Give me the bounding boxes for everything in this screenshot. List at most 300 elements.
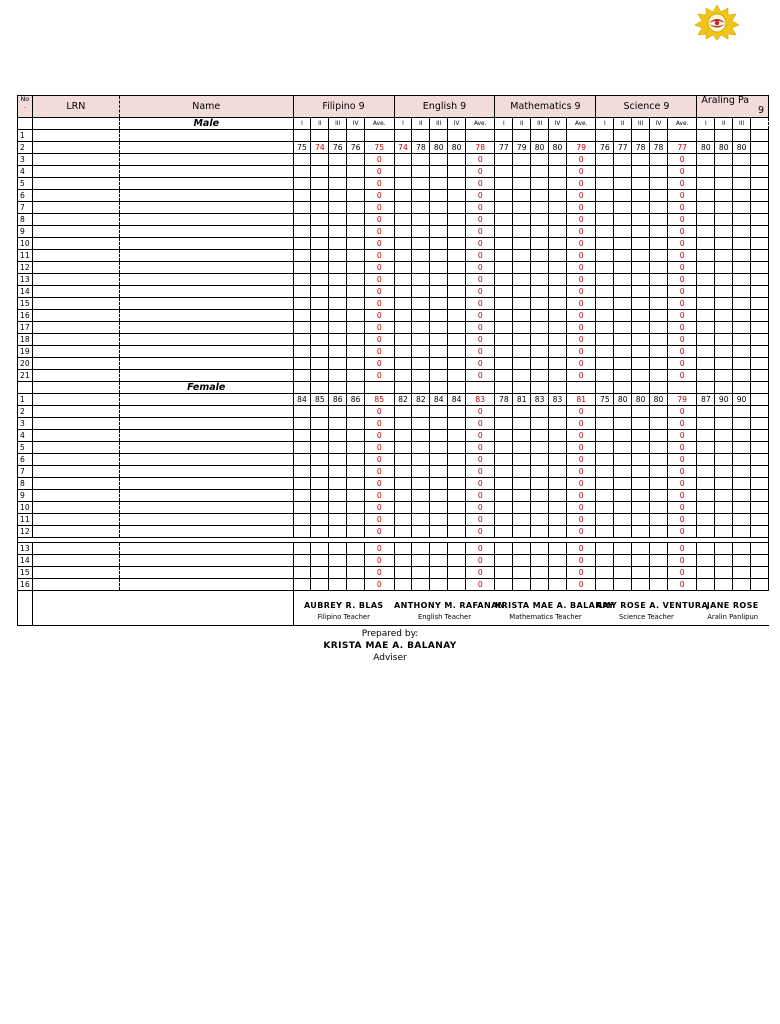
average-cell: 0: [365, 346, 395, 358]
grade-cell: [531, 430, 549, 442]
average-cell: 0: [667, 579, 696, 591]
grade-cell: [347, 178, 365, 190]
grade-cell: [347, 322, 365, 334]
table-row: [18, 346, 769, 358]
average-cell: 0: [365, 454, 395, 466]
grade-cell: [549, 454, 567, 466]
grade-cell: [596, 358, 614, 370]
row-number: 3: [18, 418, 33, 430]
average-cell: 0: [466, 166, 495, 178]
grade-cell: [650, 567, 668, 579]
grade-cell: [347, 514, 365, 526]
grade-cell: [495, 202, 513, 214]
table-row: [18, 226, 769, 238]
lrn-cell: [32, 130, 119, 142]
grade-cell: [715, 214, 733, 226]
average-cell: 0: [667, 358, 696, 370]
lrn-cell: [32, 514, 119, 526]
lrn-cell: [32, 502, 119, 514]
grade-cell: [632, 478, 650, 490]
grade-cell: [329, 334, 347, 346]
grade-cell: 85: [311, 394, 329, 406]
grade-cell: [632, 358, 650, 370]
grade-cell: [495, 370, 513, 382]
grade-cell: [531, 214, 549, 226]
average-cell: 0: [365, 514, 395, 526]
grade-cell: [697, 214, 715, 226]
prepared-by-label: Prepared by:: [361, 629, 419, 639]
grade-cell: [697, 358, 715, 370]
cell: [751, 322, 769, 334]
grade-cell: [412, 202, 430, 214]
grade-cell: [549, 130, 567, 142]
subject-header: [495, 96, 596, 118]
average-cell: 0: [365, 178, 395, 190]
grade-cell: [311, 370, 329, 382]
average-cell: 0: [365, 190, 395, 202]
grade-cell: [347, 358, 365, 370]
grade-cell: [697, 514, 715, 526]
student-name-cell: [120, 430, 294, 442]
grade-cell: [329, 418, 347, 430]
grade-cell: [347, 226, 365, 238]
grade-cell: [697, 430, 715, 442]
average-cell: 0: [667, 543, 696, 555]
student-name-cell: [120, 262, 294, 274]
average-cell: 0: [566, 418, 595, 430]
student-name-cell: [120, 526, 294, 538]
grade-cell: [549, 154, 567, 166]
grade-cell: [614, 298, 632, 310]
lrn-cell: [32, 286, 119, 298]
grade-sheet: [17, 95, 768, 626]
average-cell: 0: [466, 502, 495, 514]
grade-cell: [531, 514, 549, 526]
average-cell: [667, 130, 696, 142]
grade-cell: [632, 418, 650, 430]
grade-cell: [495, 579, 513, 591]
grade-cell: [650, 478, 668, 490]
grade-cell: [715, 274, 733, 286]
grade-cell: [614, 526, 632, 538]
grade-cell: [531, 262, 549, 274]
grade-cell: [650, 202, 668, 214]
grade-cell: [596, 418, 614, 430]
table-row: [18, 543, 769, 555]
cell: [412, 382, 430, 394]
average-cell: 0: [566, 466, 595, 478]
teacher-name: JANE ROSE: [706, 601, 759, 610]
row-number: 20: [18, 358, 33, 370]
grade-cell: [394, 310, 412, 322]
cell: [697, 382, 715, 394]
average-cell: 0: [365, 262, 395, 274]
grade-cell: [614, 202, 632, 214]
average-cell: 0: [466, 322, 495, 334]
grade-cell: [513, 567, 531, 579]
grade-cell: [715, 358, 733, 370]
grade-cell: [329, 514, 347, 526]
grade-cell: [329, 238, 347, 250]
grade-cell: [513, 514, 531, 526]
grade-cell: 78: [632, 142, 650, 154]
grade-cell: 80: [430, 142, 448, 154]
grade-cell: [293, 555, 311, 567]
grade-cell: [412, 130, 430, 142]
grade-cell: [513, 478, 531, 490]
grade-cell: [632, 250, 650, 262]
student-name-cell: [120, 286, 294, 298]
grade-cell: [632, 130, 650, 142]
average-cell: 0: [365, 490, 395, 502]
average-cell: 0: [365, 418, 395, 430]
grade-cell: [329, 274, 347, 286]
table-row: [18, 142, 769, 154]
grade-cell: [513, 555, 531, 567]
grade-cell: [293, 346, 311, 358]
grade-cell: [632, 514, 650, 526]
grade-cell: [311, 430, 329, 442]
grade-cell: [412, 514, 430, 526]
grade-cell: [329, 154, 347, 166]
lrn-cell: [32, 226, 119, 238]
grade-cell: [614, 370, 632, 382]
grade-cell: [596, 130, 614, 142]
student-name-cell: [120, 166, 294, 178]
average-cell: 0: [365, 298, 395, 310]
grade-cell: [632, 406, 650, 418]
grade-cell: [412, 262, 430, 274]
grade-cell: [394, 346, 412, 358]
grade-cell: [329, 178, 347, 190]
grade-cell: [311, 555, 329, 567]
grade-cell: [596, 322, 614, 334]
grade-cell: [715, 442, 733, 454]
table-row: [18, 466, 769, 478]
grade-cell: [430, 298, 448, 310]
grade-cell: 77: [614, 142, 632, 154]
grade-cell: [412, 274, 430, 286]
grade-cell: [697, 250, 715, 262]
grade-cell: [513, 418, 531, 430]
grade-cell: [293, 202, 311, 214]
grade-cell: [733, 370, 751, 382]
cell: [751, 142, 769, 154]
cell: [751, 358, 769, 370]
cell: [495, 382, 513, 394]
cell: [751, 394, 769, 406]
grade-cell: [531, 190, 549, 202]
grade-cell: 80: [697, 142, 715, 154]
grade-cell: [531, 478, 549, 490]
grade-cell: [293, 567, 311, 579]
lrn-cell: [32, 214, 119, 226]
student-name-cell: [120, 454, 294, 466]
grade-cell: [596, 406, 614, 418]
grade-cell: [697, 442, 715, 454]
average-cell: 0: [466, 579, 495, 591]
grade-cell: [715, 543, 733, 555]
grade-cell: [632, 322, 650, 334]
lrn-cell: [32, 579, 119, 591]
average-cell: 0: [466, 418, 495, 430]
grade-cell: [733, 130, 751, 142]
grade-cell: [347, 166, 365, 178]
lrn-cell: [32, 190, 119, 202]
lrn-cell: [32, 298, 119, 310]
grade-cell: [531, 238, 549, 250]
average-cell: 0: [365, 226, 395, 238]
average-cell: 0: [667, 310, 696, 322]
grade-cell: [531, 346, 549, 358]
grade-cell: [614, 238, 632, 250]
grade-cell: [448, 567, 466, 579]
cell: [293, 382, 311, 394]
quarter-label: III: [329, 118, 347, 130]
grade-cell: [329, 555, 347, 567]
grade-cell: [430, 226, 448, 238]
signature-spacer: [32, 591, 293, 626]
grade-cell: [448, 466, 466, 478]
grade-cell: [632, 274, 650, 286]
grade-cell: [513, 466, 531, 478]
student-name-cell: [120, 346, 294, 358]
grade-cell: [549, 579, 567, 591]
lrn-cell: [32, 238, 119, 250]
cell: [614, 382, 632, 394]
student-name-cell: [120, 370, 294, 382]
table-row: [18, 418, 769, 430]
grade-cell: [733, 418, 751, 430]
average-cell: 0: [566, 286, 595, 298]
row-number: 19: [18, 346, 33, 358]
grade-cell: [697, 286, 715, 298]
subject-header: [697, 96, 769, 118]
grade-cell: [614, 478, 632, 490]
grade-cell: [448, 358, 466, 370]
grade-cell: [329, 202, 347, 214]
grade-cell: 76: [596, 142, 614, 154]
grade-cell: [715, 567, 733, 579]
grade-cell: [293, 370, 311, 382]
average-cell: 0: [566, 226, 595, 238]
cell: [531, 382, 549, 394]
section-label: Male: [120, 118, 294, 130]
quarter-label: III: [632, 118, 650, 130]
grade-cell: 80: [733, 142, 751, 154]
grade-cell: [549, 322, 567, 334]
lrn-cell: [32, 262, 119, 274]
average-cell: [365, 130, 395, 142]
grade-cell: [697, 310, 715, 322]
grade-cell: [715, 478, 733, 490]
grade-cell: [632, 178, 650, 190]
grade-cell: [448, 274, 466, 286]
grade-cell: [394, 442, 412, 454]
grade-cell: [650, 490, 668, 502]
grade-cell: [495, 286, 513, 298]
average-cell: 0: [365, 358, 395, 370]
grade-cell: [549, 478, 567, 490]
grade-cell: [650, 514, 668, 526]
grade-cell: [347, 406, 365, 418]
grade-cell: [549, 430, 567, 442]
grade-cell: [715, 298, 733, 310]
grade-cell: [293, 543, 311, 555]
teacher-signature: [697, 591, 769, 626]
grade-cell: [495, 543, 513, 555]
grade-cell: [513, 442, 531, 454]
grade-cell: [329, 466, 347, 478]
table-row: [18, 526, 769, 538]
row-number: 11: [18, 514, 33, 526]
average-cell: 0: [667, 322, 696, 334]
grade-cell: [549, 358, 567, 370]
grade-cell: [697, 190, 715, 202]
grade-cell: [596, 250, 614, 262]
grade-cell: [650, 502, 668, 514]
header-row: [18, 96, 769, 118]
grade-cell: [394, 358, 412, 370]
grade-cell: [650, 358, 668, 370]
average-cell: 0: [466, 478, 495, 490]
grade-cell: [513, 298, 531, 310]
student-name-cell: [120, 579, 294, 591]
grade-cell: [715, 406, 733, 418]
grade-cell: [632, 526, 650, 538]
grade-cell: [495, 310, 513, 322]
grade-cell: [347, 466, 365, 478]
cell: [751, 274, 769, 286]
quarter-label: II: [412, 118, 430, 130]
grade-cell: [650, 526, 668, 538]
grade-cell: [596, 202, 614, 214]
average-cell: 0: [365, 166, 395, 178]
cell: [733, 382, 751, 394]
grade-cell: [513, 286, 531, 298]
grade-cell: [614, 418, 632, 430]
student-name-cell: [120, 567, 294, 579]
grade-cell: [430, 370, 448, 382]
grade-cell: [733, 430, 751, 442]
grade-cell: [394, 190, 412, 202]
grade-cell: [650, 346, 668, 358]
grade-cell: [715, 514, 733, 526]
grade-cell: [311, 226, 329, 238]
cell: [751, 154, 769, 166]
grade-cell: [329, 442, 347, 454]
average-cell: 0: [466, 442, 495, 454]
grade-cell: [293, 166, 311, 178]
grade-cell: [596, 543, 614, 555]
grade-cell: [412, 250, 430, 262]
grade-cell: [733, 454, 751, 466]
grade-cell: [394, 370, 412, 382]
grade-cell: [430, 274, 448, 286]
grade-cell: [650, 190, 668, 202]
grade-cell: [549, 514, 567, 526]
grade-cell: [733, 274, 751, 286]
grade-cell: [412, 154, 430, 166]
grade-cell: [697, 274, 715, 286]
grade-cell: [448, 526, 466, 538]
table-row: [18, 310, 769, 322]
cell: [751, 466, 769, 478]
grade-cell: [531, 130, 549, 142]
grade-cell: [495, 226, 513, 238]
student-name-cell: [120, 442, 294, 454]
grade-cell: [531, 298, 549, 310]
grade-cell: [614, 166, 632, 178]
grade-cell: [531, 322, 549, 334]
grade-cell: [394, 286, 412, 298]
grade-cell: [293, 406, 311, 418]
grade-cell: [329, 130, 347, 142]
row-number: 9: [18, 226, 33, 238]
grade-cell: [347, 286, 365, 298]
average-cell: 0: [365, 214, 395, 226]
row-number: 12: [18, 526, 33, 538]
grade-cell: [614, 346, 632, 358]
grade-cell: [549, 286, 567, 298]
grade-cell: [412, 334, 430, 346]
grade-cell: [513, 454, 531, 466]
cell: [751, 579, 769, 591]
grade-cell: 78: [412, 142, 430, 154]
grade-cell: [394, 262, 412, 274]
grade-cell: 76: [347, 142, 365, 154]
average-cell: 0: [466, 334, 495, 346]
student-name-cell: [120, 514, 294, 526]
grade-cell: [412, 406, 430, 418]
cell: [751, 130, 769, 142]
grade-cell: 90: [715, 394, 733, 406]
quarter-label: II: [715, 118, 733, 130]
table-row: [18, 262, 769, 274]
average-cell: 0: [466, 190, 495, 202]
grade-cell: [412, 298, 430, 310]
grade-cell: [495, 466, 513, 478]
average-cell: 81: [566, 394, 595, 406]
teacher-name: AUBREY R. BLAS: [303, 601, 384, 610]
cell: [751, 178, 769, 190]
row-number: 14: [18, 286, 33, 298]
grade-cell: [329, 478, 347, 490]
grade-cell: [632, 154, 650, 166]
grade-cell: 80: [650, 394, 668, 406]
table-row: [18, 454, 769, 466]
grade-cell: [394, 555, 412, 567]
grade-cell: [329, 214, 347, 226]
table-row: [18, 430, 769, 442]
average-cell: 0: [667, 166, 696, 178]
grade-cell: [632, 370, 650, 382]
grade-cell: [733, 166, 751, 178]
no-cell: [18, 118, 33, 130]
grade-cell: [531, 526, 549, 538]
grade-cell: [495, 555, 513, 567]
lrn-cell: [32, 490, 119, 502]
grade-cell: [733, 262, 751, 274]
row-number: 13: [18, 274, 33, 286]
lrn-cell: [32, 166, 119, 178]
grade-cell: 80: [715, 142, 733, 154]
grade-cell: [347, 502, 365, 514]
grade-cell: [430, 454, 448, 466]
average-cell: 0: [667, 346, 696, 358]
grade-cell: [697, 262, 715, 274]
grade-cell: [632, 190, 650, 202]
